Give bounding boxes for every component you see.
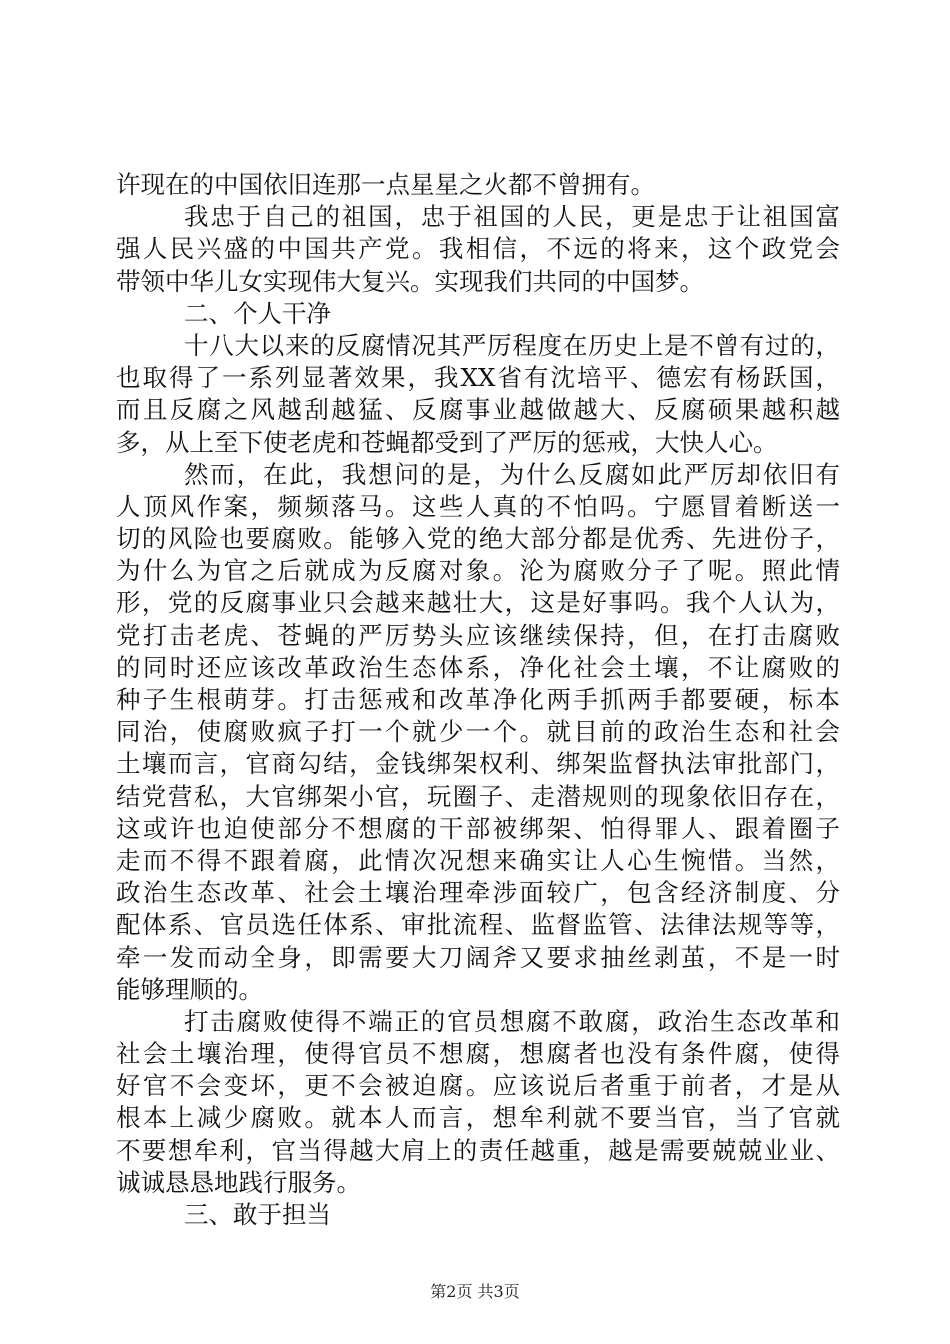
- text-line: 形，党的反腐事业只会越来越壮大，这是好事吗。我个人认为，: [116, 588, 840, 618]
- text-line: 多，从上至下使老虎和苍蝇都受到了严厉的惩戒，大快人心。: [116, 427, 778, 457]
- text-line: 而且反腐之风越刮越猛、反腐事业越做越大、反腐硕果越积越: [116, 395, 840, 425]
- text-line: 许现在的中国依旧连那一点星星之火都不曾拥有。: [116, 170, 655, 199]
- text-line: 种子生根萌芽。打击惩戒和改革净化两手抓两手都要硬，标本: [116, 685, 840, 714]
- text-line: 能够理顺的。: [116, 974, 263, 1004]
- page-footer: 第2页 共3页: [430, 1282, 520, 1301]
- text-line: 牵一发而动全身，即需要大刀阔斧又要求抽丝剥茧，不是一时: [116, 942, 840, 972]
- text-line: 三、敢于担当: [184, 1200, 331, 1229]
- text-line: 不要想牟利，官当得越大肩上的责任越重，越是需要兢兢业业、: [116, 1135, 840, 1165]
- text-line: 然而，在此，我想问的是，为什么反腐如此严厉却依旧有: [184, 459, 840, 489]
- text-line: 的同时还应该改革政治生态体系，净化社会土壤，不让腐败的: [116, 652, 840, 682]
- text-line: 也取得了一系列显著效果，我XX省有沈培平、德宏有杨跃国，: [116, 363, 840, 393]
- text-line: 切的风险也要腐败。能够入党的绝大部分都是优秀、先进份子，: [116, 524, 840, 554]
- text-line: 为什么为官之后就成为反腐对象。沦为腐败分子了呢。照此情: [116, 556, 840, 586]
- text-line: 政治生态改革、社会土壤治理牵涉面较广，包含经济制度、分: [116, 878, 840, 908]
- text-line: 配体系、官员选任体系、审批流程、监督监管、法律法规等等，: [116, 910, 840, 940]
- text-line: 根本上减少腐败。就本人而言，想牟利就不要当官，当了官就: [116, 1103, 840, 1133]
- text-line: 二、个人干净: [184, 298, 331, 328]
- text-line: 打击腐败使得不端正的官员想腐不敢腐，政治生态改革和: [184, 1006, 840, 1036]
- text-line: 诚诚恳恳地践行服务。: [116, 1167, 361, 1197]
- text-line: 人顶风作案，频频落马。这些人真的不怕吗。宁愿冒着断送一: [116, 491, 840, 521]
- text-line: 强人民兴盛的中国共产党。我相信，不远的将来，这个政党会: [116, 234, 840, 264]
- text-line: 我忠于自己的祖国，忠于祖国的人民，更是忠于让祖国富: [184, 202, 840, 232]
- text-line: 带领中华儿女实现伟大复兴。实现我们共同的中国梦。: [116, 266, 704, 296]
- text-line: 这或许也迫使部分不想腐的干部被绑架、怕得罪人、跟着圈子: [116, 813, 840, 843]
- text-line: 社会土壤治理，使得官员不想腐，想腐者也没有条件腐，使得: [116, 1039, 840, 1069]
- text-line: 好官不会变坏，更不会被迫腐。应该说后者重于前者，才是从: [116, 1071, 840, 1101]
- text-line: 党打击老虎、苍蝇的严厉势头应该继续保持，但，在打击腐败: [116, 620, 840, 650]
- text-line: 走而不得不跟着腐，此情次况想来确实让人心生惋惜。当然，: [116, 845, 840, 875]
- text-line: 结党营私，大官绑架小官，玩圈子、走潜规则的现象依旧存在，: [116, 781, 840, 811]
- document-body: [116, 169, 840, 1231]
- text-line: 同治，使腐败疯子打一个就少一个。就目前的政治生态和社会: [116, 717, 840, 747]
- text-line: 土壤而言，官商勾结，金钱绑架权利、绑架监督执法审批部门，: [116, 749, 840, 779]
- text-line: 十八大以来的反腐情况其严厉程度在历史上是不曾有过的，: [184, 330, 840, 360]
